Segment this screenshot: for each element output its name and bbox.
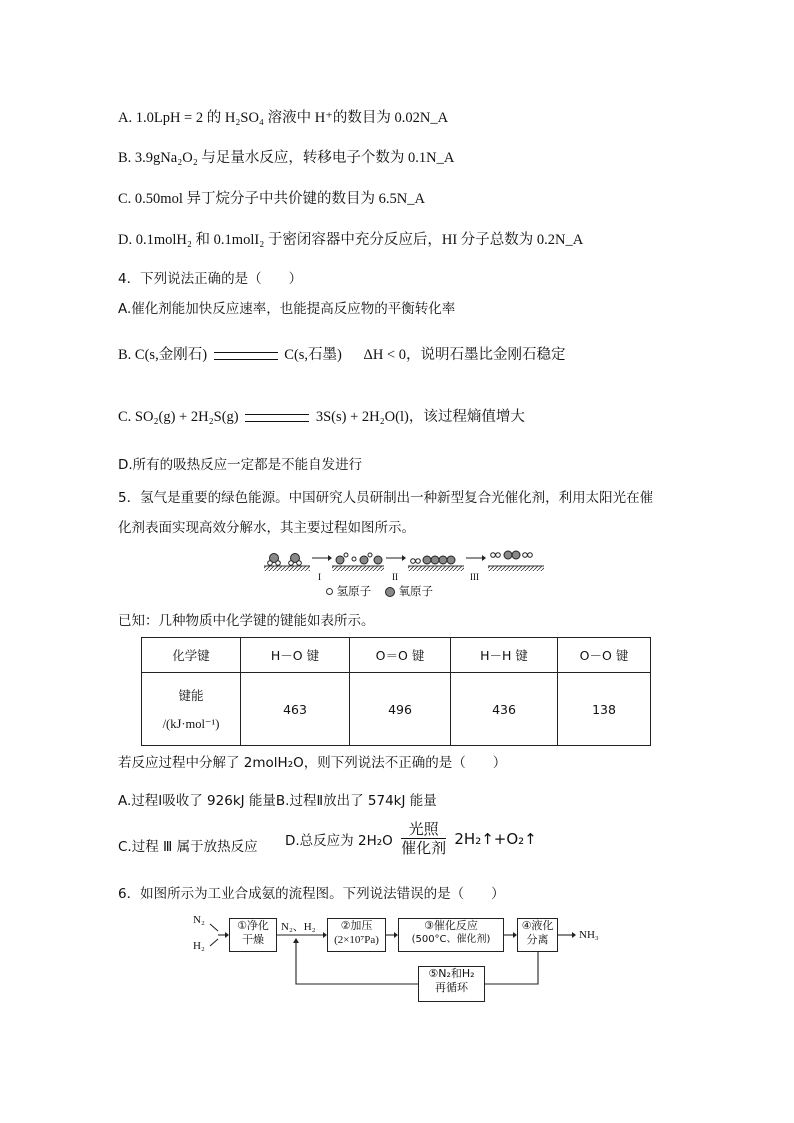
table-cell: 463 — [241, 673, 350, 746]
flow-input-n2: N₂ — [193, 914, 205, 926]
flow-input-h2: H₂ — [193, 940, 205, 952]
box5-line2: 再循环 — [435, 981, 468, 994]
table-cell: 436 — [451, 673, 558, 746]
q5-option-a: A.过程Ⅰ吸收了 926kJ 能量 — [118, 793, 276, 809]
q3-option-a: A. 1.0LpH = 2 的 H₂SO₄ 溶液中 H⁺的数目为 0.02N_A — [118, 110, 449, 126]
q5-option-d — [285, 820, 537, 857]
water-splitting-diagram — [262, 546, 562, 586]
q4-stem: 4．下列说法正确的是（ ） — [118, 271, 303, 287]
table-header: 化学键 — [142, 638, 241, 673]
q4-c-right: 3S(s) + 2H₂O(l)，该过程熵值增大 — [315, 409, 525, 425]
box3-line2: (500°C、催化剂) — [411, 934, 491, 945]
q4-option-c — [118, 407, 525, 427]
step-label-1: I — [318, 572, 321, 582]
box1-line1: ①净化 — [237, 919, 269, 932]
q5-stem-line1: 5．氢气是重要的绿色能源。中国研究人员研制出一种新型复合光催化剂，利用太阳光在催 — [118, 490, 654, 506]
step-label-3: III — [470, 572, 479, 582]
table-header: O－O 键 — [558, 638, 651, 673]
box-purify-dry — [229, 918, 277, 952]
table-header: O＝O 键 — [350, 638, 451, 673]
reaction-condition — [401, 820, 446, 857]
equal-sign — [245, 414, 309, 422]
row-label-line1: 键能 — [178, 688, 204, 703]
table-row-label — [142, 673, 241, 746]
q4-b-left: B. C(s,金刚石) — [118, 347, 208, 363]
hydrogen-atom-icon — [326, 588, 333, 595]
q5-condition: 若反应过程中分解了 2molH₂O，则下列说法不正确的是（ ） — [118, 755, 507, 771]
table-cell: 496 — [350, 673, 451, 746]
q4-b-right: C(s,石墨) — [284, 347, 342, 363]
surface-1 — [264, 554, 310, 572]
box1-line2: 干燥 — [242, 933, 264, 946]
q6-stem: 6．如图所示为工业合成氨的流程图。下列说法错误的是（ ） — [118, 886, 505, 902]
box4-line1: ④液化 — [521, 919, 554, 932]
q4-option-b — [118, 345, 566, 365]
box4-line2: 分离 — [526, 933, 549, 946]
row-label-line2: /(kJ·mol⁻¹) — [162, 717, 220, 731]
q4-b-condition: ΔH < 0，说明石墨比金刚石稳定 — [363, 347, 566, 363]
q3-option-b: B. 3.9gNa₂O₂ 与足量水反应，转移电子个数为 0.1N_A — [118, 150, 455, 166]
box-recycle — [418, 966, 485, 1002]
table-cell: 138 — [558, 673, 651, 746]
q4-option-d: D.所有的吸热反应一定都是不能自发进行 — [118, 457, 363, 473]
table-header-row — [142, 638, 651, 673]
flow-mid-label: N₂、H₂ — [281, 921, 316, 933]
q5-stem-line2: 化剂表面实现高效分解水，其主要过程如图所示。 — [118, 520, 415, 536]
table-row — [142, 673, 651, 746]
legend-hydrogen: 氢原子 — [336, 584, 372, 598]
box2-line2: (2×10⁷Pa) — [334, 934, 379, 946]
q5-options-ab — [118, 791, 437, 811]
oxygen-atom-icon — [385, 587, 395, 597]
flow-output-nh3: NH₃ — [579, 929, 599, 941]
q5-known: 已知：几种物质中化学键的键能如表所示。 — [118, 613, 375, 629]
table-header: H－O 键 — [241, 638, 350, 673]
equilibrium-sign — [214, 352, 278, 360]
q4-option-a: A.催化剂能加快反应速率，也能提高反应物的平衡转化率 — [118, 301, 456, 317]
box-catalytic-reaction — [398, 918, 504, 952]
q5-d-prefix: D.总反应为 2H₂O — [285, 832, 393, 849]
q4-c-left: C. SO₂(g) + 2H₂S(g) — [118, 409, 239, 425]
box-liquefy-separate — [517, 918, 558, 952]
surface-3 — [408, 556, 464, 571]
bond-energy-table — [141, 637, 651, 746]
q5-option-c: C.过程 Ⅲ 属于放热反应 — [118, 839, 258, 855]
box5-line1: ⑤N₂和H₂ — [428, 967, 475, 980]
condition-bottom: 催化剂 — [401, 839, 447, 857]
q3-option-d: D. 0.1molH₂ 和 0.1molI₂ 于密闭容器中充分反应后，HI 分子总数为 0.2N_A — [118, 232, 584, 248]
box3-line1: ③催化反应 — [424, 919, 478, 932]
legend-oxygen: 氧原子 — [398, 584, 433, 598]
box2-line1: ②加压 — [340, 919, 373, 932]
box-pressurize — [327, 918, 386, 952]
atom-legend — [326, 583, 433, 599]
q5-option-b: B.过程Ⅱ放出了 574kJ 能量 — [275, 793, 437, 809]
condition-top: 光照 — [408, 820, 439, 838]
surface-2 — [332, 553, 384, 571]
q3-option-c: C. 0.50mol 异丁烷分子中共价键的数目为 6.5N_A — [118, 191, 425, 207]
step-label-2: II — [392, 572, 398, 582]
table-header: H－H 键 — [451, 638, 558, 673]
surface-4 — [488, 551, 544, 571]
q5-d-products: 2H₂↑+O₂↑ — [454, 829, 537, 848]
